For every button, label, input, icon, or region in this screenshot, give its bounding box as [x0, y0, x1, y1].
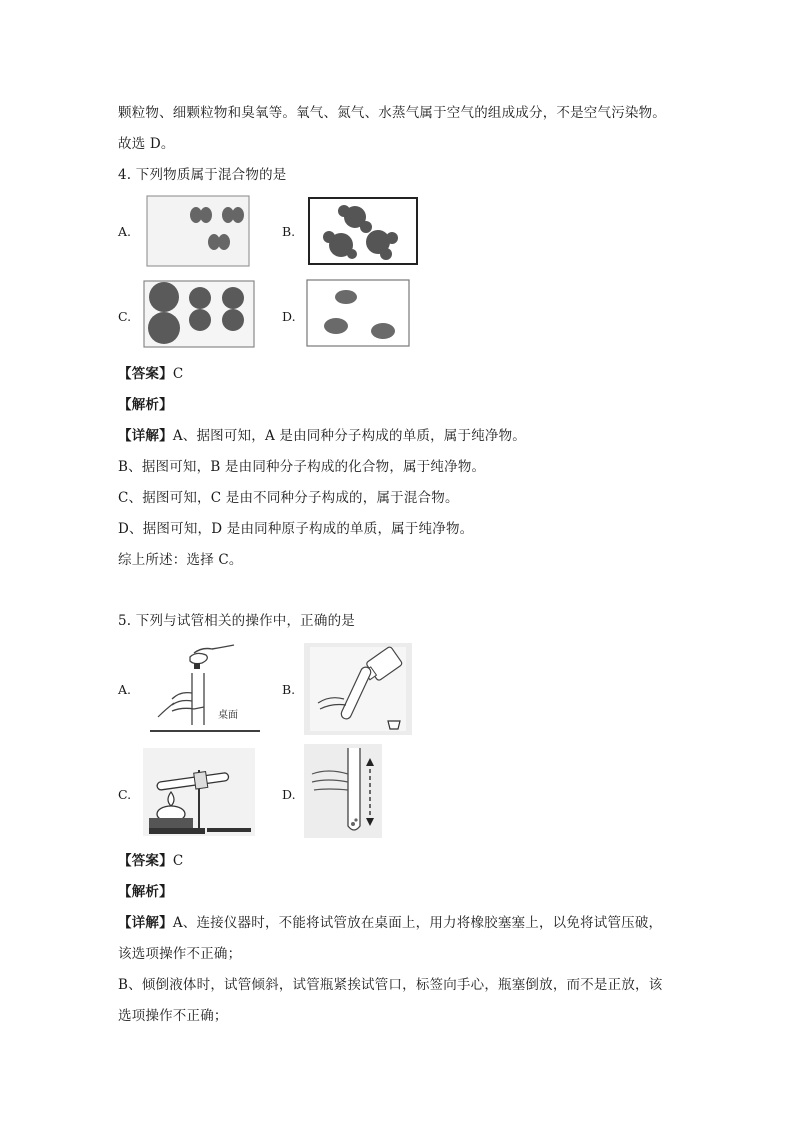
q5-option-a-label: A.: [118, 682, 132, 697]
q5-figure-c: [143, 748, 255, 836]
q4-answer-tag: 【答案】: [118, 366, 173, 382]
q5-answer-value: C: [172, 853, 184, 869]
q4-detail-a: 【详解】A、据图可知，A 是由同种分子构成的单质，属于纯净物。: [118, 428, 527, 444]
q4-analysis-tag: 【解析】: [118, 397, 173, 413]
q4-answer: [118, 365, 183, 383]
q4-detail-c: C、据图可知，C 是由不同种分子构成的，属于混合物。: [118, 490, 459, 506]
q4-answer-value: C: [172, 366, 184, 382]
q4-option-a-label: A.: [118, 224, 132, 239]
q4-option-d-label: D.: [282, 309, 296, 324]
q4-detail-tag: 【详解】: [118, 428, 173, 444]
q4-figure-d: [306, 279, 410, 347]
q5-option-b-label: B.: [282, 682, 296, 697]
q5-answer: [118, 852, 183, 870]
q4-detail-d: D、据图可知，D 是由同种原子构成的单质，属于纯净物。: [118, 521, 474, 537]
q5-answer-tag: 【答案】: [118, 853, 173, 869]
q5-detail-b-1: B、倾倒液体时，试管倾斜，试管瓶紧挨试管口，标签向手心，瓶塞倒放，而不是正放，该: [118, 977, 663, 993]
q5-detail-tag: 【详解】: [118, 915, 173, 931]
q5-figure-a-caption: 桌面: [218, 710, 238, 721]
q5-detail-a-2: 该选项操作不正确；: [118, 946, 242, 962]
q5-figure-b: [304, 643, 412, 735]
q4-summary: 综上所述：选择 C。: [118, 552, 243, 568]
q4-figure-a: [146, 195, 250, 267]
q5-option-c-label: C.: [118, 787, 132, 802]
q5-option-d-label: D.: [282, 787, 296, 802]
q4-option-c-label: C.: [118, 309, 132, 324]
q5-figure-a: [150, 643, 260, 733]
q4-detail-b: B、据图可知，B 是由同种分子构成的化合物，属于纯净物。: [118, 459, 486, 475]
q5-analysis-tag: 【解析】: [118, 884, 173, 900]
q4-figure-b: [308, 197, 418, 265]
q5-detail-b-2: 选项操作不正确；: [118, 1008, 228, 1024]
q5-figure-d: [304, 744, 382, 838]
question-4-stem: 4. 下列物质属于混合物的是: [118, 167, 287, 183]
q4-option-b-label: B.: [282, 224, 296, 239]
question-5-stem: 5. 下列与试管相关的操作中，正确的是: [118, 613, 355, 629]
intro-line-1: 颗粒物、细颗粒物和臭氧等。氧气、氮气、水蒸气属于空气的组成成分，不是空气污染物。: [118, 105, 666, 121]
q4-figure-c: [143, 280, 255, 348]
intro-line-2: 故选 D。: [118, 136, 175, 152]
q5-detail-a-1: 【详解】A、连接仪器时，不能将试管放在桌面上，用力将橡胶塞塞上，以免将试管压破，: [118, 915, 663, 931]
